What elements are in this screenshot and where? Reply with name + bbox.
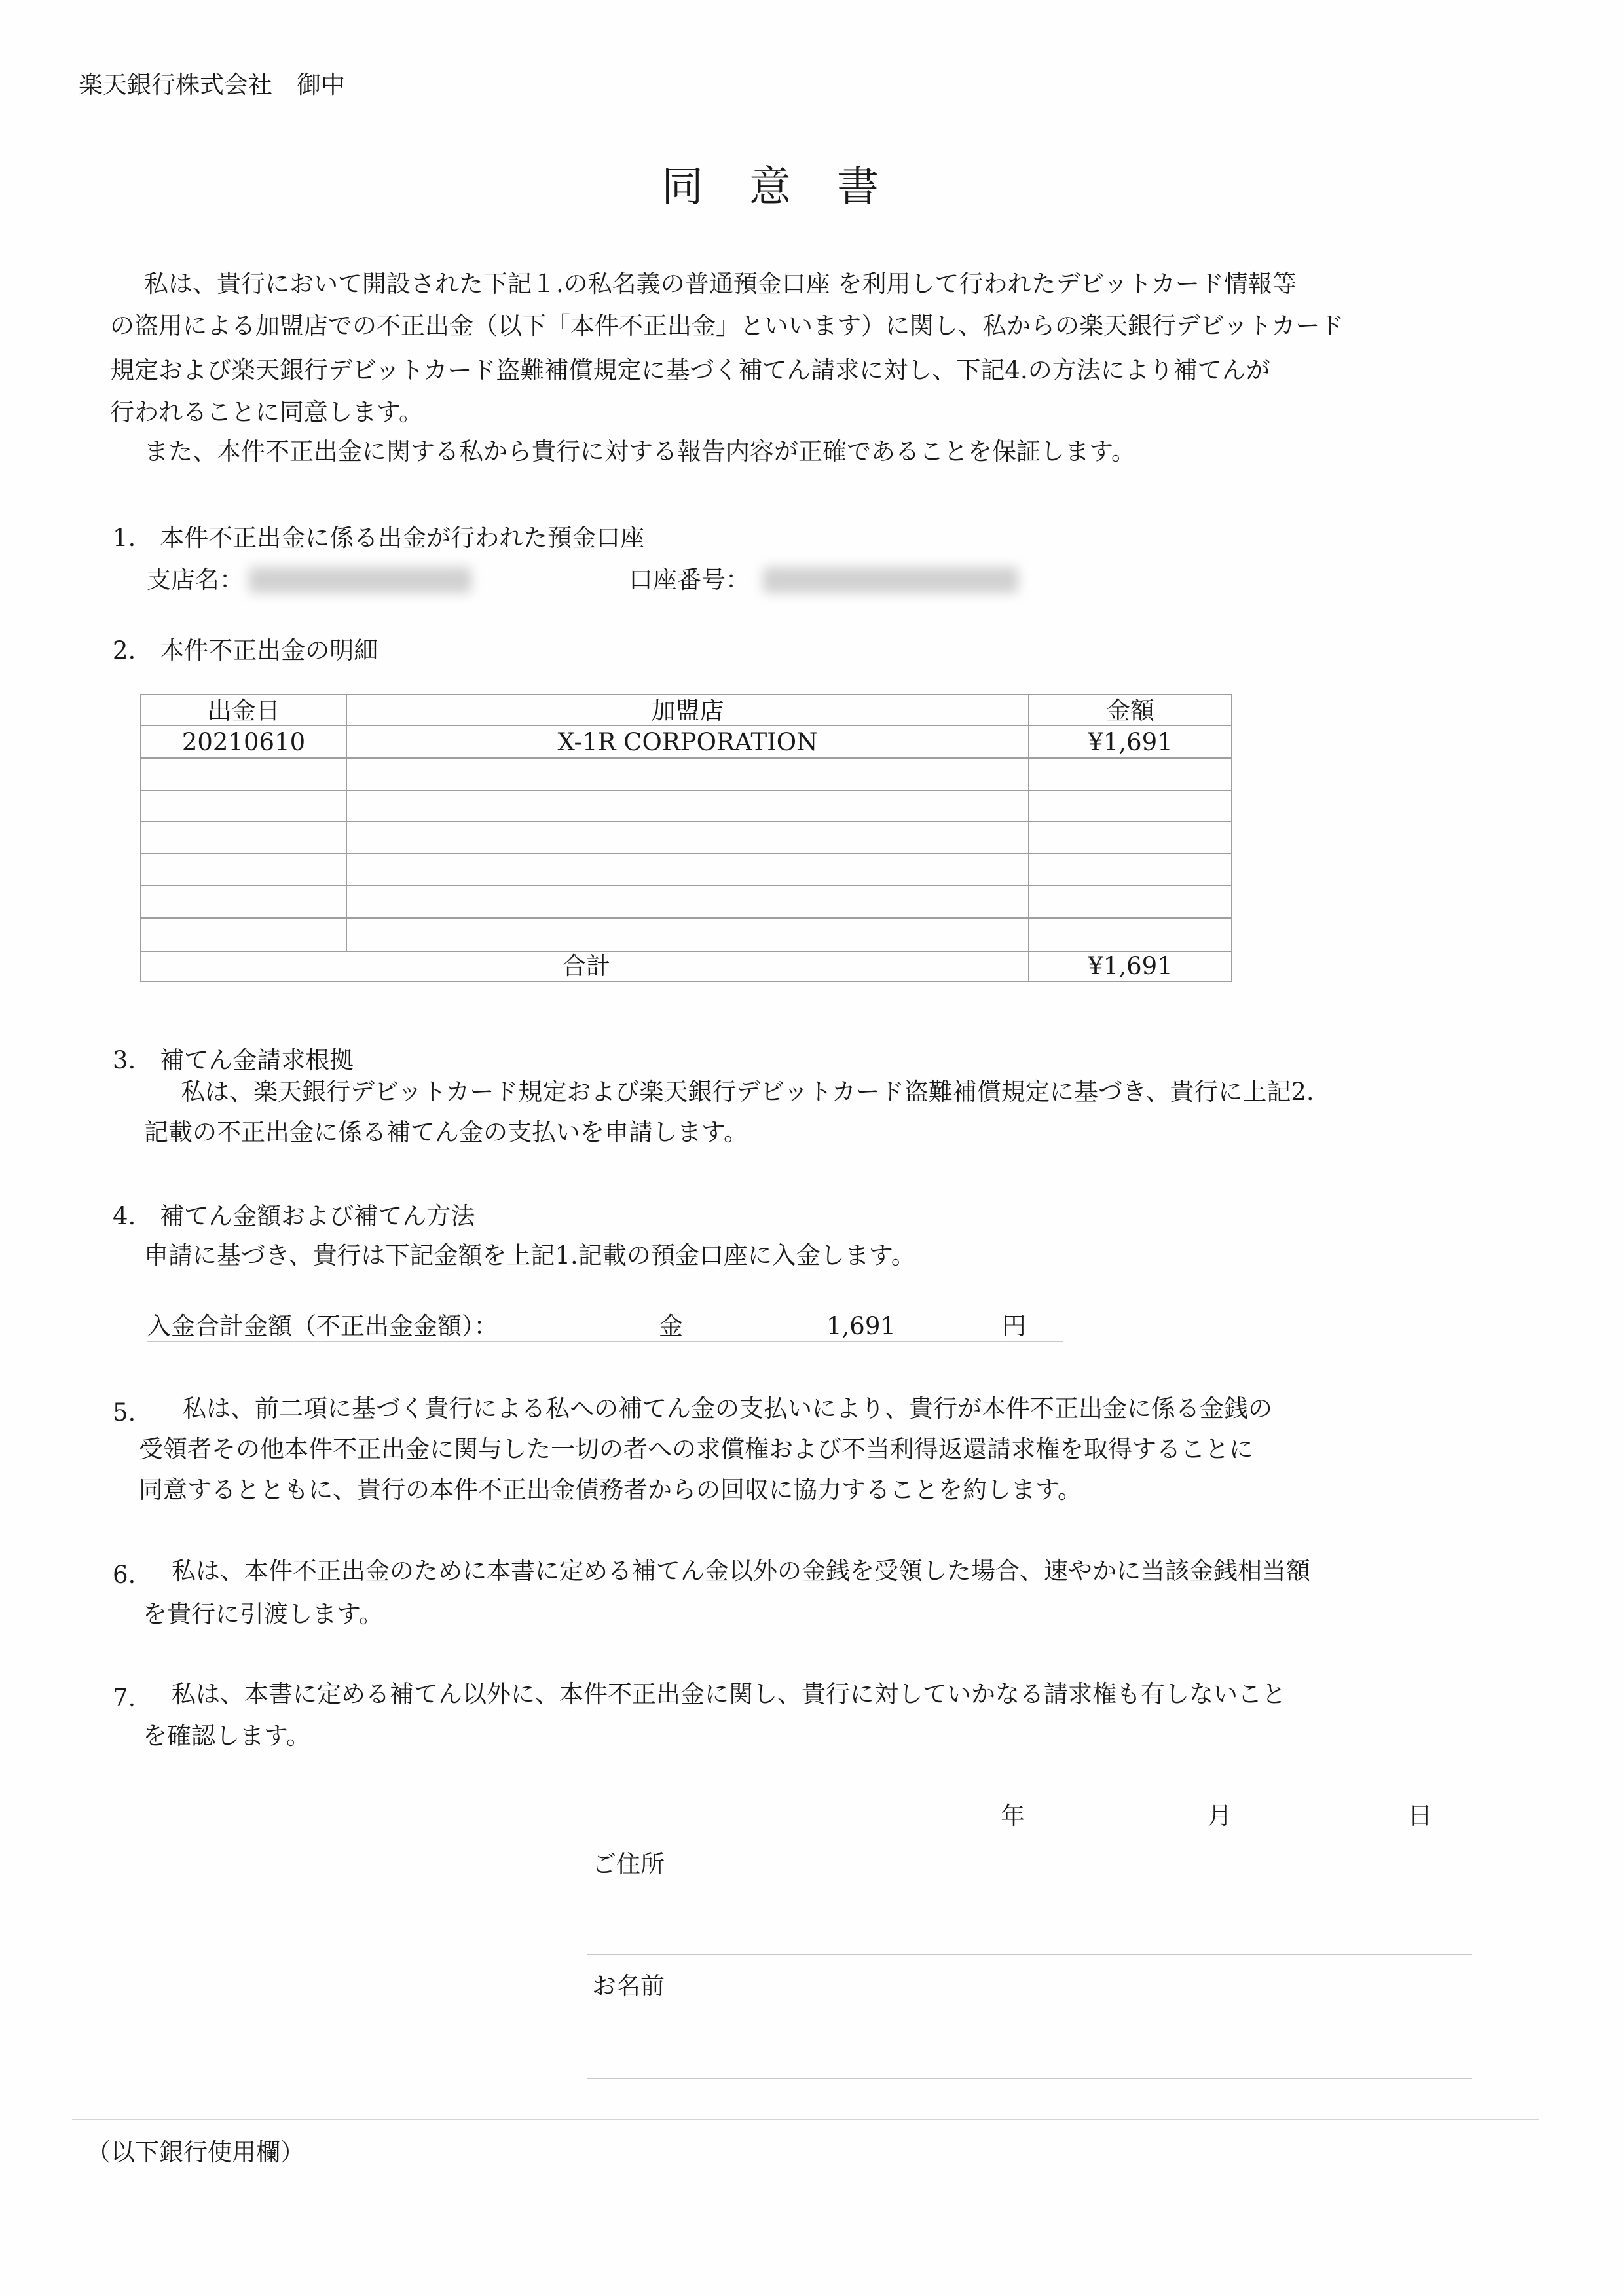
intro-line-3: 規定および楽天銀行デビットカード盗難補償規定に基づく補てん請求に対し、下記4.の方法により補てんが (110, 356, 1270, 384)
section1-heading: 1. 本件不正出金に係る出金が行われた預金口座 (113, 524, 645, 552)
deposit-amount-label: 入金合計金額（不正出金金額）： (147, 1312, 498, 1340)
column-header-merchant: 加盟店 (651, 697, 724, 725)
table-row-line (140, 885, 1232, 886)
address-label: ご住所 (592, 1850, 665, 1878)
redacted-account-number (763, 567, 1018, 593)
intro-line-5: また、本件不正出金に関する私から貴行に対する報告内容が正確であることを保証します。 (144, 437, 1136, 465)
address-line (587, 1954, 1472, 1955)
section6-line-2: を貴行に引渡します。 (143, 1600, 384, 1628)
month-label: 月 (1208, 1802, 1232, 1830)
section6-line-1: 私は、本件不正出金のために本書に定める補てん金以外の金銭を受領した場合、速やかに当該金銭相当額 (172, 1557, 1310, 1585)
name-label: お名前 (592, 1972, 665, 2000)
table-border-right (1231, 694, 1232, 981)
branch-name-label: 支店名： (147, 566, 244, 594)
section7-line-1: 私は、本書に定める補てん以外に、本件不正出金に関し、貴行に対していかなる請求権も有しないこと (172, 1680, 1286, 1708)
account-number-label: 口座番号： (629, 566, 750, 594)
redacted-branch-name (249, 567, 471, 593)
section5-line-1: 私は、前二項に基づく貴行による私への補てん金の支払いにより、貴行が本件不正出金に係る金銭の (182, 1394, 1272, 1423)
table-row-line (140, 790, 1232, 791)
section7-line-2: を確認します。 (143, 1722, 311, 1750)
day-label: 日 (1408, 1802, 1432, 1830)
section7-number: 7. (113, 1684, 136, 1712)
bank-use-label: （以下銀行使用欄） (86, 2138, 304, 2166)
column-header-date: 出金日 (207, 697, 280, 725)
intro-line-1: 私は、貴行において開設された下記１.の私名義の普通預金口座 を利用して行われたデビットカード情報等 (144, 270, 1297, 298)
table-row-line (140, 917, 1232, 919)
table-row-line (140, 821, 1232, 822)
section5-line-2: 受領者その他本件不正出金に関与した一切の者への求償権および不当利得返還請求権を取得することに (139, 1435, 1253, 1463)
section3-line-1: 私は、楽天銀行デビットカード規定および楽天銀行デビットカード盗難補償規定に基づき、貴行に上記2. (181, 1078, 1314, 1106)
deposit-amount-value: 1,691 (826, 1312, 896, 1340)
row-1-amount: ¥1,691 (1088, 728, 1173, 756)
row-1-date: 20210610 (181, 728, 306, 756)
document-title: 同意書 (661, 163, 925, 211)
intro-line-2: の盗用による加盟店での不正出金（以下「本件不正出金」といいます）に関し、私からの楽天銀行デビットカード (110, 312, 1344, 340)
section5-number: 5. (113, 1398, 136, 1427)
bank-use-divider (72, 2119, 1539, 2120)
section5-line-3: 同意するとともに、貴行の本件不正出金債務者からの回収に協力することを約します。 (139, 1476, 1082, 1504)
column-header-amount: 金額 (1106, 697, 1154, 725)
section3-line-2: 記載の不正出金に係る補てん金の支払いを申請します。 (144, 1118, 748, 1146)
year-label: 年 (1001, 1802, 1025, 1830)
name-line (587, 2078, 1472, 2079)
section4-heading: 4. 補てん金額および補てん方法 (113, 1202, 475, 1230)
section4-line-1: 申請に基づき、貴行は下記金額を上記1.記載の預金口座に入金します。 (144, 1241, 915, 1269)
yen-label: 円 (1002, 1312, 1026, 1340)
section2-heading: 2. 本件不正出金の明細 (113, 636, 378, 665)
section3-heading: 3. 補てん金請求根拠 (113, 1046, 354, 1074)
table-row-line (140, 853, 1232, 854)
kin-label: 金 (659, 1312, 683, 1340)
row-1-merchant: X-1R CORPORATION (557, 728, 818, 756)
amount-underline (147, 1341, 1063, 1342)
addressee: 楽天銀行株式会社 御中 (79, 71, 345, 99)
total-label: 合計 (562, 952, 610, 980)
intro-line-4: 行われることに同意します。 (110, 398, 424, 426)
total-amount: ¥1,691 (1088, 952, 1173, 980)
section6-number: 6. (113, 1561, 136, 1589)
